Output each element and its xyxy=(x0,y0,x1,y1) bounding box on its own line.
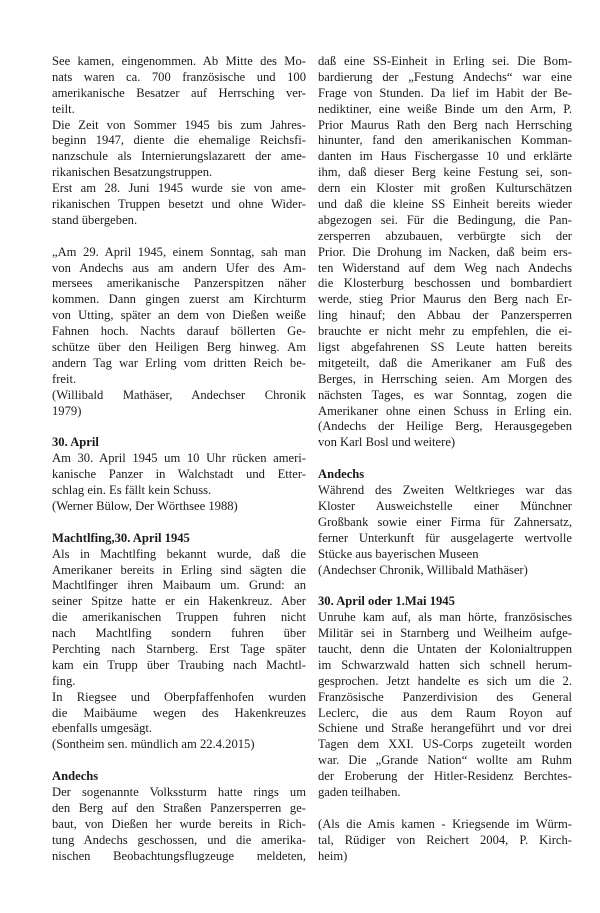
text-line: (Willibald Mathäser, Andechser Chronik xyxy=(52,387,306,402)
text-line: gesprochen. Jetzt handelte es sich um die 2. xyxy=(318,673,572,688)
text-line: fing. xyxy=(52,673,76,688)
paragraph-gap xyxy=(52,753,306,769)
text-line: den Berg auf den Straßen Panzersperren ge- xyxy=(52,800,306,815)
text-line: Stücke aus bayerischen Museen xyxy=(318,546,479,561)
text-line: Großbank sowie einer Firma für Zahnersatz, xyxy=(318,514,572,529)
text-line: (Werner Bülow, Der Wörthsee 1988) xyxy=(52,498,238,513)
text-line: baut, von Dießen her wurde bereits in Rich- xyxy=(52,816,306,831)
text-line: ten Widerstand auf dem Weg nach Andechs xyxy=(318,260,572,275)
text-line: mersees amerikanische Panzerspitzen näher xyxy=(52,276,306,291)
text-line: taucht, denn die Untaten der Kolonialtruppen xyxy=(318,641,572,656)
text-line: ferner Unterkunft für ausgelagerte wertvolle xyxy=(318,530,572,545)
text-line: Prior Maurus Rath den Berg nach Herrsching xyxy=(318,117,572,132)
left-text-column xyxy=(52,54,306,864)
text-line: mitgeteilt, daß die Amerikaner am Fuß des xyxy=(318,355,572,370)
text-line: abgezogen sei. Für die Bedingung, die Pan- xyxy=(318,212,572,227)
text-line: dern ein Kloster mit großen Kulturschätzen xyxy=(318,181,572,196)
text-line: ling hinauf; den Abbau der Panzersperren xyxy=(318,308,572,323)
section-heading: Andechs xyxy=(318,467,365,482)
text-line: (Andechs der Heilige Berg, Herausgegeben xyxy=(318,419,572,434)
text-line: Kloster Ausweichstelle einer Münchner xyxy=(318,498,572,513)
paragraph-gap xyxy=(318,451,572,467)
text-line: rikanischen Besatzungstruppen. xyxy=(52,165,213,180)
text-line: Militär sei in Starnberg und Weilheim aufge- xyxy=(318,626,572,641)
text-line: nats waren ca. 700 französische und 100 xyxy=(52,69,306,84)
paragraph-gap xyxy=(52,515,306,531)
text-line: Tagen dem XXI. US-Corps zugeteilt worden xyxy=(318,737,572,752)
text-line: tal, Rüdiger von Reichert 2004, P. Kirch- xyxy=(318,832,572,847)
text-line: See kamen, eingenommen. Ab Mitte des Mo- xyxy=(52,54,306,68)
text-line: nanzschule als Internierungslazarett der ame- xyxy=(52,149,306,164)
text-line: nediktiner, eine weiße Binde um den Arm, P. xyxy=(318,101,572,116)
section-heading: Machtlfing,30. April 1945 xyxy=(52,530,190,545)
text-line: Die Zeit von Sommer 1945 bis zum Jahres- xyxy=(52,117,306,132)
text-line: rikanischen Truppen besetzt und ohne Wider- xyxy=(52,197,306,212)
section-heading: 30. April oder 1.Mai 1945 xyxy=(318,594,455,609)
text-line: der Eroberung der Hitler-Residenz Berchtes- xyxy=(318,769,572,784)
text-line: ihm, daß dieser Berg keine Festung sei, son- xyxy=(318,165,572,180)
text-line: Am 30. April 1945 um 10 Uhr rücken ameri- xyxy=(52,451,306,466)
text-line: kam ein Trupp über Traubing nach Machtl- xyxy=(52,657,306,672)
text-line: werde, stieg Prior Maurus den Berg nach Er- xyxy=(318,292,572,307)
text-line: von Utting, später an dem von Dießen weiße xyxy=(52,308,306,323)
text-line: schlag ein. Es fällt kein Schuss. xyxy=(52,483,212,498)
text-line: kommen. Dann gingen zuerst am Kirchturm xyxy=(52,292,306,307)
text-line: Erst am 28. Juni 1945 wurde sie von ame- xyxy=(52,181,306,196)
text-line: bardierung der „Festung Andechs“ war eine xyxy=(318,69,572,84)
paragraph-gap xyxy=(318,578,572,594)
text-line: daß eine SS-Einheit in Erling sei. Die Bom- xyxy=(318,54,572,68)
text-line: die Maibäume wegen des Hakenkreuzes xyxy=(52,705,306,720)
text-line: In Riegsee und Oberpfaffenhofen wurden xyxy=(52,689,306,704)
text-line: Leclerc, die aus dem Raum Royon auf xyxy=(318,705,572,720)
text-line: Schiene und Straße herangeführt und vor drei xyxy=(318,721,572,736)
text-line: ebenfalls umgesägt. xyxy=(52,721,153,736)
text-line: kanische Panzer in Walchstadt und Etter- xyxy=(52,467,306,482)
text-line: tung Andechs geschossen, und die amerika- xyxy=(52,832,306,847)
text-line: nischen Beobachtungsflugzeuge meldeten, xyxy=(52,848,306,863)
text-line: gaden teilhaben. xyxy=(318,784,401,799)
text-line: Frage von Stunden. Da lief im Habit der Be- xyxy=(318,85,572,100)
text-line: Während des Zweiten Weltkrieges war das xyxy=(318,483,572,498)
text-line: andern Tag war Erling vom dritten Reich be- xyxy=(52,355,306,370)
text-line: teilt. xyxy=(52,101,75,116)
text-line: nach Machtlfing sondern fuhren über xyxy=(52,626,306,641)
text-line: heim) xyxy=(318,848,348,863)
text-line: 1979) xyxy=(52,403,82,418)
text-line: von Andechs aus am andern Ufer des Am- xyxy=(52,260,306,275)
text-line: war. Die „Grande Nation“ wollte am Ruhm xyxy=(318,753,572,768)
right-text-column xyxy=(318,54,572,864)
section-heading: Andechs xyxy=(52,769,99,784)
text-line: „Am 29. April 1945, einem Sonntag, sah man xyxy=(52,244,306,259)
text-line: Berges, in Herrsching seien. Am Morgen des xyxy=(318,371,572,386)
paragraph-gap xyxy=(52,229,306,245)
text-line: (Sontheim sen. mündlich am 22.4.2015) xyxy=(52,737,255,752)
text-line: die amerikanischen Truppen fuhren nicht xyxy=(52,610,306,625)
text-line: (Andechser Chronik, Willibald Mathäser) xyxy=(318,562,528,577)
text-line: und daß die kleine SS Einheit bereits wieder xyxy=(318,197,572,212)
text-line: im Schwarzwald hatten sich schnell herum- xyxy=(318,657,572,672)
text-line: Unruhe kam auf, als man hörte, französisches xyxy=(318,610,572,625)
section-heading: 30. April xyxy=(52,435,99,450)
text-line: Machtlfinger ihren Maibaum um. Grund: an xyxy=(52,578,306,593)
text-line: Prior. Die Drohung im Nacken, daß beim ers- xyxy=(318,244,572,259)
text-line: Perchting nach Starnberg. Erst Tage später xyxy=(52,641,306,656)
text-line: Fahnen hoch. Nachts darauf böllerten Ge- xyxy=(52,324,306,339)
text-line: danten im Haus Fischergasse 10 und erklärte xyxy=(318,149,572,164)
text-line: nächsten Tages, es war Sonntag, zogen die xyxy=(318,387,572,402)
text-line: beginn 1947, diente die ehemalige Reichsfi- xyxy=(52,133,306,148)
paragraph-gap xyxy=(52,419,306,435)
text-line: ligst abgefahrenen SS Leute hatten bereits xyxy=(318,340,572,355)
text-line: hinunter, fand den amerikanischen Komman- xyxy=(318,133,572,148)
text-line: seiner Spitze hatte er ein Hakenkreuz. Aber xyxy=(52,594,306,609)
text-line: amerikanische Besatzer auf Herrsching ver- xyxy=(52,85,306,100)
text-line: Amerikaner bereits in Erling sind sägten die xyxy=(52,562,306,577)
text-line: (Als die Amis kamen - Kriegsende im Würm- xyxy=(318,816,572,831)
text-line: freit. xyxy=(52,371,77,386)
text-line: die Klosterburg beschossen und bombardiert xyxy=(318,276,572,291)
text-line: stand übergeben. xyxy=(52,212,138,227)
text-line: Amerikaner ohne einen Schuss in Erling ein. xyxy=(318,403,572,418)
text-line: von Karl Bosl und weitere) xyxy=(318,435,456,450)
paragraph-gap xyxy=(318,801,572,817)
text-line: zersperren abzubauen, verbürgte sich der xyxy=(318,228,572,243)
text-line: Französische Panzerdivision des General xyxy=(318,689,572,704)
text-line: Der sogenannte Volkssturm hatte rings um xyxy=(52,784,306,799)
text-line: brauchte er nicht mehr zu empfehlen, die ei- xyxy=(318,324,572,339)
text-line: Als in Machtlfing bekannt wurde, daß die xyxy=(52,546,306,561)
text-line: schütze über den Heiligen Berg hinweg. Am xyxy=(52,340,306,355)
